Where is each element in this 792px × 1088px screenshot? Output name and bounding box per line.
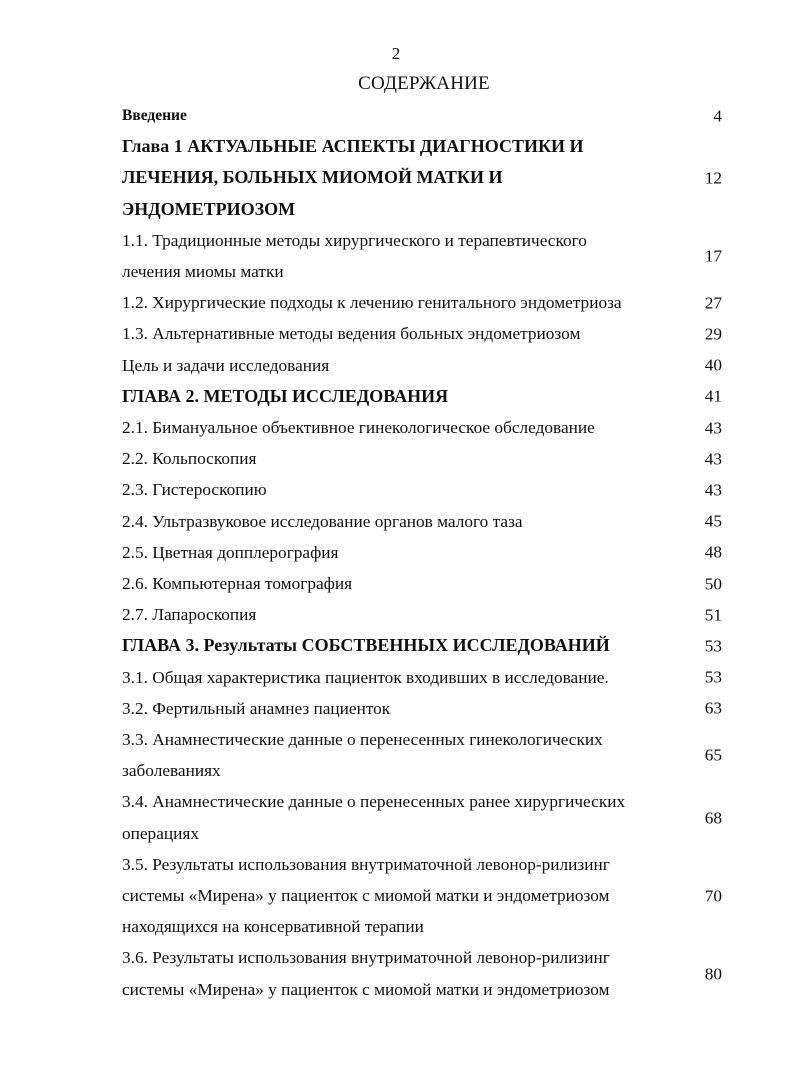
toc-entry-page: 63: [704, 698, 722, 718]
toc-entry-text: [122, 381, 674, 412]
toc-entry-page: 41: [704, 386, 722, 406]
toc-entry-page: 17: [704, 246, 722, 266]
toc-entry-page: 45: [704, 511, 722, 531]
toc-entry-line: 1.1. Традиционные методы хирургического и терапевтического: [122, 230, 587, 250]
toc-entry-line: 2.7. Лапароскопия: [122, 605, 257, 625]
toc-entry-1-2[interactable]: [122, 287, 722, 318]
toc-entry-line: 3.5. Результаты использования внутриматочной левонор-рилизинг: [122, 854, 610, 874]
toc-entry-line: Цель и задачи исследования: [122, 355, 330, 375]
toc-entry-text: [122, 287, 674, 318]
toc-entry-page: 29: [704, 324, 722, 344]
toc-entry-page: 50: [704, 574, 722, 594]
toc-entry-line: ЭНДОМЕТРИОЗОМ: [122, 198, 296, 219]
toc-entry-text: [122, 599, 674, 630]
toc-entry-3-2[interactable]: [122, 693, 722, 724]
toc-entry-page: 43: [704, 418, 722, 438]
toc-entry-text: [122, 537, 674, 568]
toc-entry-page: 4: [713, 105, 722, 125]
toc-entry-line: ГЛАВА 2. МЕТОДЫ ИССЛЕДОВАНИЯ: [122, 385, 449, 406]
toc-entry-2-6[interactable]: [122, 568, 722, 599]
toc-entry-3-5[interactable]: [122, 849, 722, 943]
toc-title: СОДЕРЖАНИЕ: [358, 73, 490, 94]
toc-entry-3-4[interactable]: [122, 786, 722, 848]
toc-entry-2-3[interactable]: [122, 474, 722, 505]
toc-entry-text: [122, 131, 674, 225]
toc-entry-text: [122, 942, 674, 1004]
toc-entry-text: [122, 443, 674, 474]
toc-entry-line: 2.1. Бимануальное объективное гинекологическое обследование: [122, 418, 595, 438]
toc-entry-2-4[interactable]: [122, 506, 722, 537]
toc-entry-text: [122, 568, 674, 599]
toc-entry-line: операциях: [122, 823, 199, 843]
toc-entry-line: 2.5. Цветная допплерография: [122, 542, 339, 562]
toc-entry-text: [122, 100, 674, 131]
toc-entry-page: 48: [704, 542, 722, 562]
toc-entry-3-1[interactable]: [122, 662, 722, 693]
toc-entry-page: 53: [704, 667, 722, 687]
toc-entry-line: Введение: [122, 107, 187, 124]
toc-entry-line: 3.3. Анамнестические данные о перенесенных гинекологических: [122, 730, 603, 750]
toc-entry-line: 1.3. Альтернативные методы ведения больных эндометриозом: [122, 324, 581, 344]
toc-entry-line: системы «Мирена» у пациенток с миомой матки и эндометриозом: [122, 886, 610, 906]
toc-entry-3-3[interactable]: [122, 724, 722, 786]
toc-entry-introduction[interactable]: [122, 100, 722, 131]
toc-entry-line: заболеваниях: [122, 761, 221, 781]
toc-entry-text: [122, 412, 674, 443]
toc-entry-2-1[interactable]: [122, 412, 722, 443]
toc-entry-text: [122, 318, 674, 349]
toc-entry-2-2[interactable]: [122, 443, 722, 474]
toc-entry-2-7[interactable]: [122, 599, 722, 630]
toc-entry-page: 70: [704, 886, 722, 906]
toc-entry-page: 27: [704, 293, 722, 313]
toc-entry-text: [122, 786, 674, 848]
toc-entry-line: системы «Мирена» у пациенток с миомой матки и эндометриозом: [122, 979, 610, 999]
toc-entry-text: [122, 849, 674, 943]
toc-entry-page: 40: [704, 355, 722, 375]
toc-entry-line: 3.1. Общая характеристика пациенток входивших в исследование.: [122, 667, 609, 687]
toc-entry-line: 3.6. Результаты использования внутриматочной левонор-рилизинг: [122, 948, 610, 968]
page-number: 2: [391, 44, 401, 63]
toc-entry-line: 2.3. Гистероскопию: [122, 480, 267, 500]
toc-entry-text: [122, 630, 674, 661]
toc-entry-2-5[interactable]: [122, 537, 722, 568]
toc-entry-text: [122, 350, 674, 381]
toc-entry-text: [122, 724, 674, 786]
toc-entry-text: [122, 474, 674, 505]
toc-entry-page: 51: [704, 605, 722, 625]
toc-entry-1-3[interactable]: [122, 318, 722, 349]
toc-entry-text: [122, 662, 674, 693]
toc-entry-line: ГЛАВА 3. Результаты СОБСТВЕННЫХ ИССЛЕДОВАНИЙ: [122, 635, 610, 656]
toc-entry-3-6[interactable]: [122, 942, 722, 1004]
toc-entry-text: [122, 693, 674, 724]
toc-entry-line: 3.4. Анамнестические данные о перенесенных ранее хирургических: [122, 792, 626, 812]
toc-entry-page: 43: [704, 480, 722, 500]
toc-entry-line: 1.2. Хирургические подходы к лечению генитального эндометриоза: [122, 293, 622, 313]
toc-entry-page: 12: [704, 168, 722, 188]
toc-entry-line: находящихся на консервативной терапии: [122, 917, 424, 937]
toc-entry-line: лечения миомы матки: [122, 262, 284, 282]
toc-entry-page: 43: [704, 449, 722, 469]
toc-entry-chapter-1[interactable]: [122, 131, 722, 225]
toc-entry-chapter-3[interactable]: [122, 630, 722, 661]
toc-entry-page: 65: [704, 745, 722, 765]
toc-entry-chapter-2[interactable]: [122, 381, 722, 412]
toc-entry-text: [122, 506, 674, 537]
toc-entry-page: 68: [704, 808, 722, 828]
toc-entry-line: 2.4. Ультразвуковое исследование органов малого таза: [122, 511, 523, 531]
table-of-contents: [122, 100, 722, 1005]
toc-entry-line: 3.2. Фертильный анамнез пациенток: [122, 698, 391, 718]
toc-entry-page: 53: [704, 636, 722, 656]
toc-entry-line: 2.6. Компьютерная томография: [122, 574, 353, 594]
toc-entry-line: Глава 1 АКТУАЛЬНЫЕ АСПЕКТЫ ДИАГНОСТИКИ И: [122, 136, 584, 157]
toc-entry-page: 80: [704, 964, 722, 984]
toc-entry-1-1[interactable]: [122, 225, 722, 287]
toc-entry-goals[interactable]: [122, 350, 722, 381]
toc-entry-text: [122, 225, 674, 287]
toc-entry-line: 2.2. Кольпоскопия: [122, 449, 257, 469]
toc-entry-line: ЛЕЧЕНИЯ, БОЛЬНЫХ МИОМОЙ МАТКИ И: [122, 167, 503, 188]
